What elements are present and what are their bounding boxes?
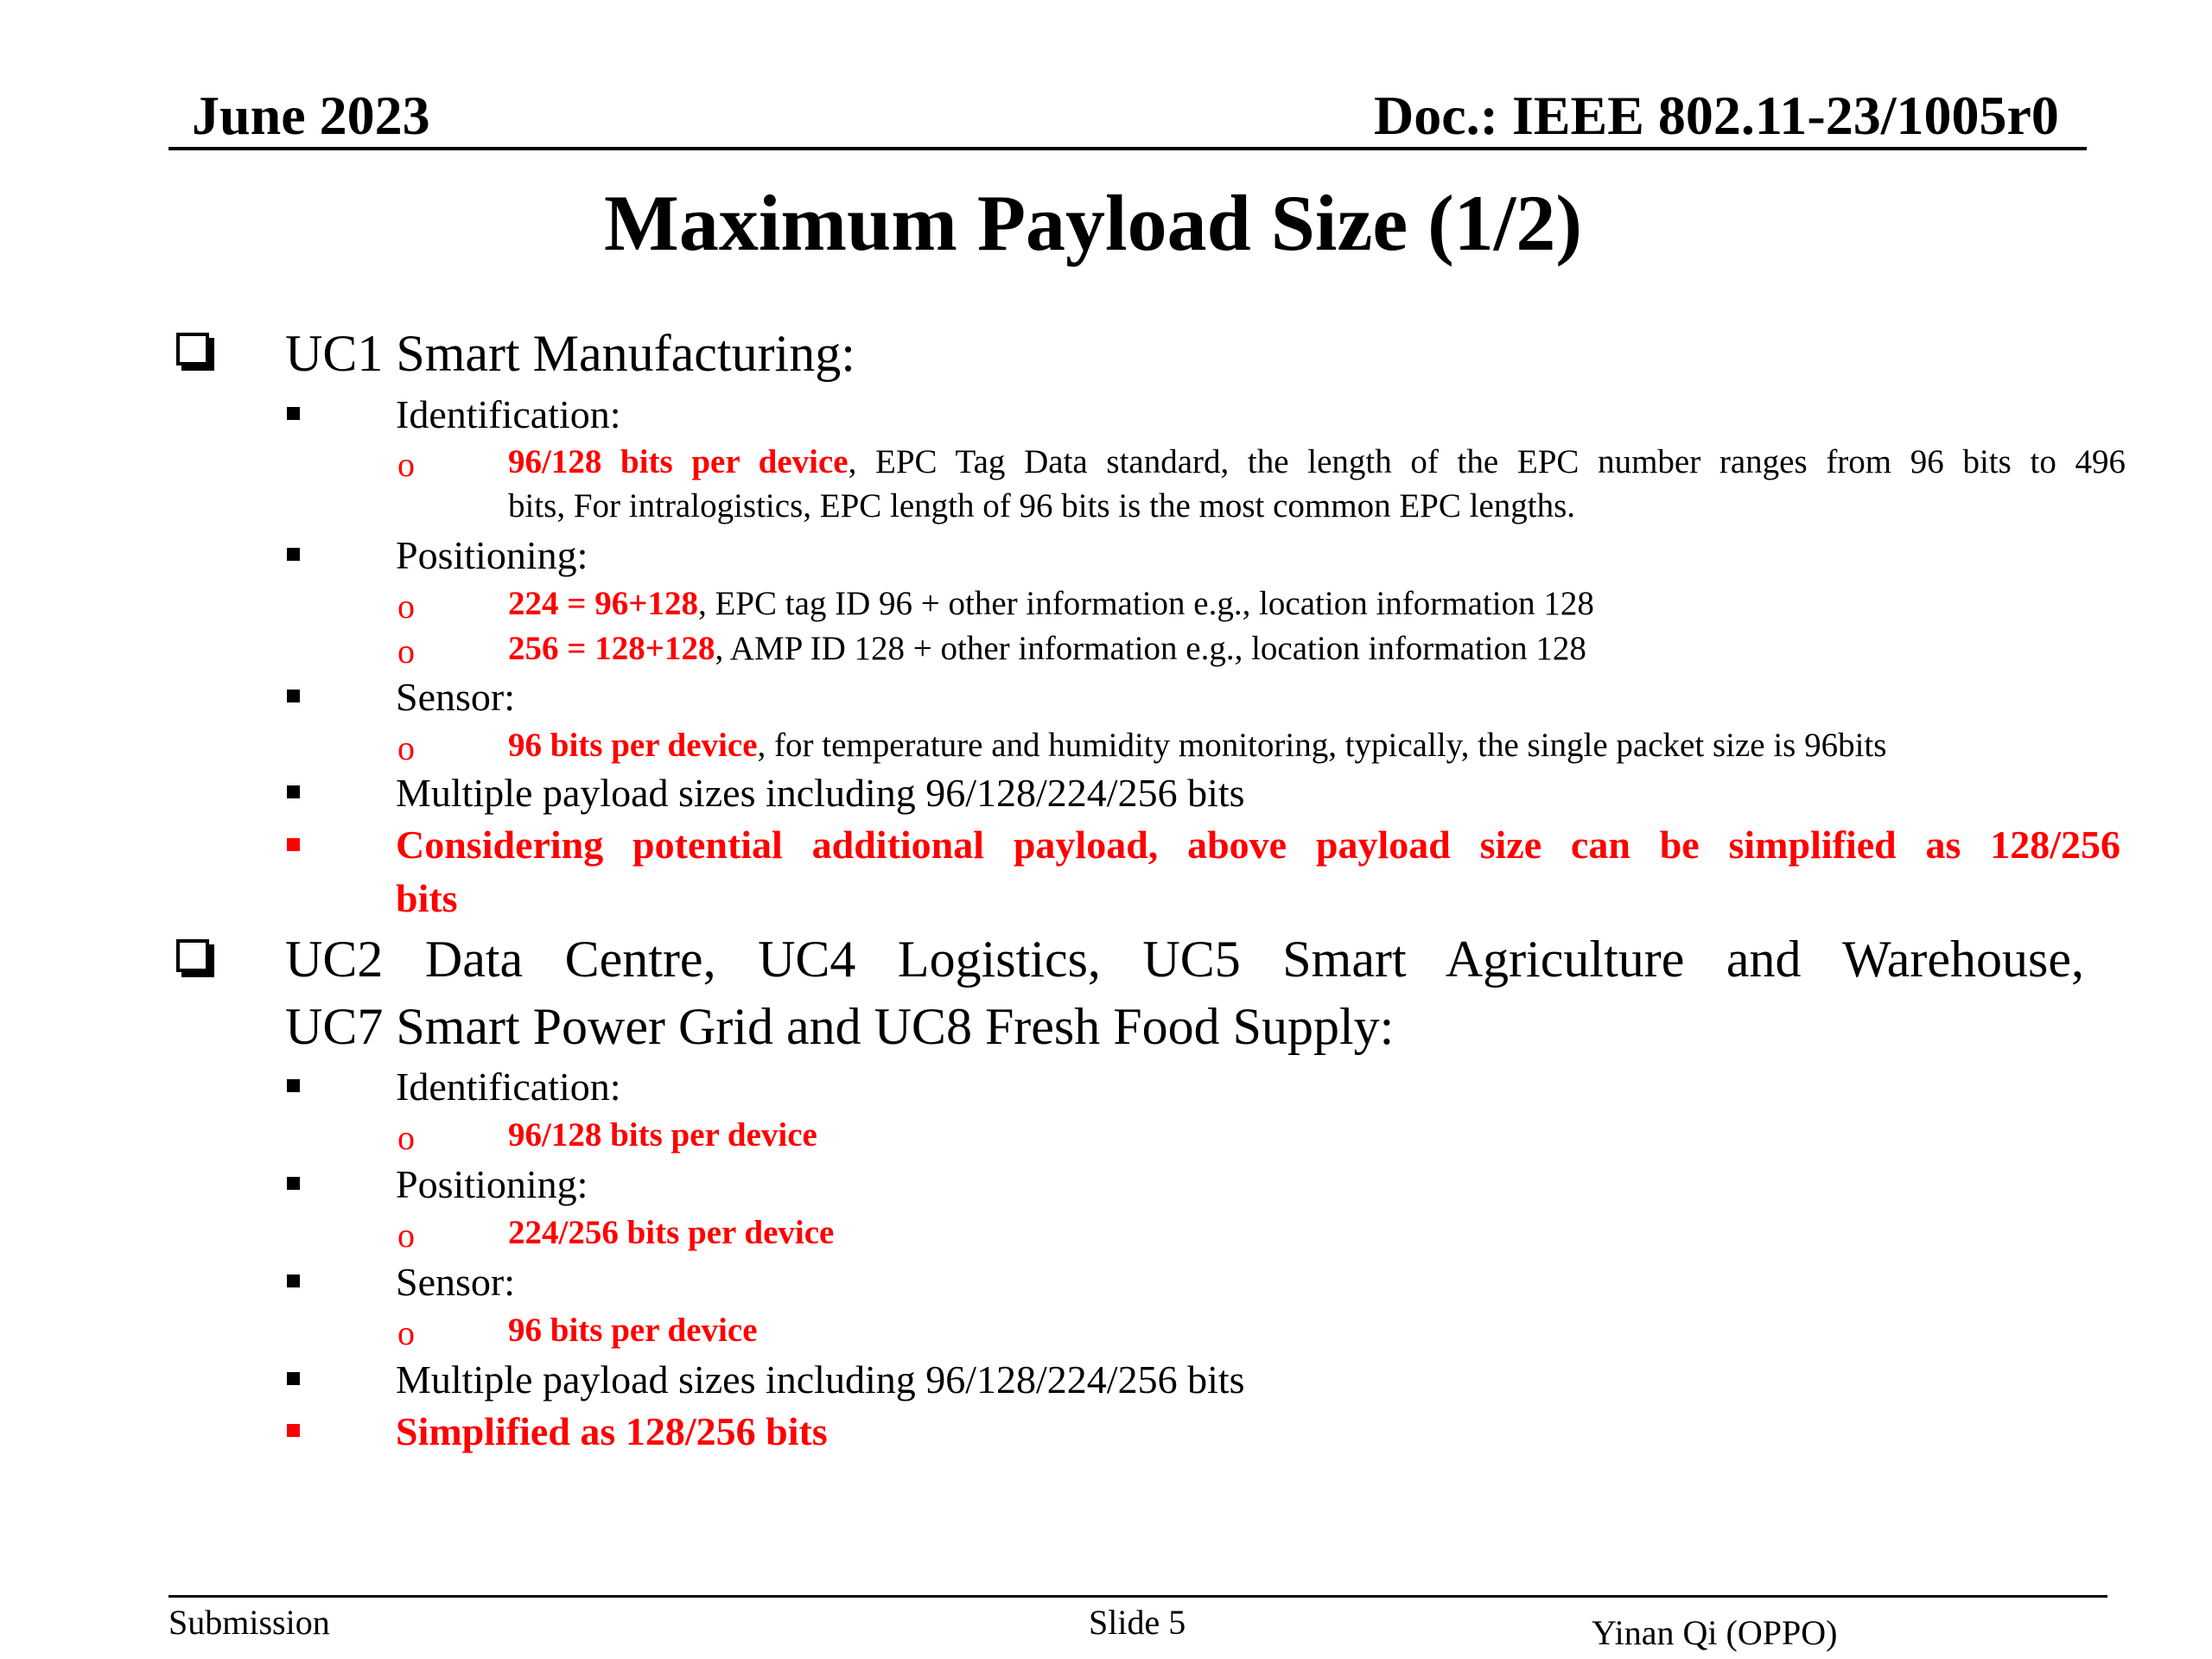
uc2-heading-line2: UC7 Smart Power Grid and UC8 Fresh Food Supply: xyxy=(285,998,1395,1055)
uc1-positioning-item1-desc: , EPC tag ID 96 + other information e.g., location information 128 xyxy=(697,585,1594,622)
uc1-sensor-item xyxy=(508,723,1886,767)
uc2-positioning-value: 224/256 bits per device xyxy=(508,1214,835,1251)
checkbox-bullet-icon xyxy=(176,333,209,365)
square-bullet-icon xyxy=(287,785,300,798)
circle-bullet-icon: o xyxy=(397,445,415,484)
uc1-considering-line2: bits xyxy=(396,876,458,920)
uc2-heading xyxy=(285,925,2084,1060)
footer-author: Yinan Qi (OPPO) xyxy=(1592,1613,1838,1652)
circle-bullet-icon: o xyxy=(397,1118,415,1157)
uc1-identification-value: 96/128 bits per device xyxy=(508,443,849,480)
uc2-identification-value: 96/128 bits per device xyxy=(508,1116,817,1154)
uc1-considering-note xyxy=(396,821,2120,923)
uc1-sensor-value: 96 bits per device xyxy=(508,727,758,764)
uc1-positioning-item1-value: 224 = 96+128 xyxy=(508,585,698,622)
square-bullet-icon xyxy=(287,407,300,420)
uc2-identification-label: Identification: xyxy=(396,1065,621,1109)
uc1-positioning-item1 xyxy=(508,582,1594,626)
uc1-sensor-desc: , for temperature and humidity monitoring, typically, the single packet size is 96bits xyxy=(757,727,1887,764)
uc1-positioning-item2 xyxy=(508,626,1586,671)
uc2-sensor-label: Sensor: xyxy=(396,1260,515,1304)
red-square-bullet-icon xyxy=(287,1424,300,1437)
square-bullet-icon xyxy=(287,690,300,702)
header-rule xyxy=(168,147,2087,150)
circle-bullet-icon: o xyxy=(397,632,415,671)
uc2-simplified-note: Simplified as 128/256 bits xyxy=(396,1409,828,1453)
checkbox-bullet-icon xyxy=(176,939,209,972)
uc2-multiple-sizes: Multiple payload sizes including 96/128/224/256 bits xyxy=(396,1357,1245,1402)
footer-submission: Submission xyxy=(168,1603,330,1642)
square-bullet-icon xyxy=(287,1079,300,1092)
slide-title: Maximum Payload Size (1/2) xyxy=(604,179,1582,267)
header-date: June 2023 xyxy=(192,85,430,146)
footer-slide-number: Slide 5 xyxy=(1089,1603,1186,1642)
uc1-heading: UC1 Smart Manufacturing: xyxy=(285,325,855,382)
uc1-positioning-label: Positioning: xyxy=(396,533,588,577)
square-bullet-icon xyxy=(287,1274,300,1287)
uc1-positioning-item2-desc: , AMP ID 128 + other information e.g., location information 128 xyxy=(715,630,1586,667)
footer-rule xyxy=(168,1595,2107,1598)
header-doc-number: Doc.: IEEE 802.11-23/1005r0 xyxy=(1374,85,2059,146)
circle-bullet-icon: o xyxy=(397,1216,415,1255)
square-bullet-icon xyxy=(287,1177,300,1190)
square-bullet-icon xyxy=(287,1372,300,1385)
uc1-identification-item xyxy=(508,440,2126,528)
square-bullet-icon xyxy=(287,548,300,561)
uc1-multiple-sizes: Multiple payload sizes including 96/128/224/256 bits xyxy=(396,771,1245,815)
circle-bullet-icon: o xyxy=(397,728,415,767)
circle-bullet-icon: o xyxy=(397,587,415,626)
uc2-heading-line1: UC2 Data Centre, UC4 Logistics, UC5 Smart Agriculture and Warehouse, xyxy=(285,931,2084,988)
uc2-sensor-value: 96 bits per device xyxy=(508,1312,758,1349)
uc1-sensor-label: Sensor: xyxy=(396,675,515,719)
circle-bullet-icon: o xyxy=(397,1313,415,1352)
uc2-positioning-label: Positioning: xyxy=(396,1162,588,1206)
uc1-identification-desc-line1: , EPC Tag Data standard, the length of the EPC number ranges from 96 bits to 496 xyxy=(848,443,2126,480)
red-square-bullet-icon xyxy=(287,838,300,851)
uc1-positioning-item2-value: 256 = 128+128 xyxy=(508,630,715,667)
uc1-identification-desc-line2: bits, For intralogistics, EPC length of 96 bits is the most common EPC lengths. xyxy=(508,487,1576,524)
uc1-considering-line1: Considering potential additional payload, above payload size can be simplified as 128/256 xyxy=(396,823,2120,867)
uc1-identification-label: Identification: xyxy=(396,392,621,436)
